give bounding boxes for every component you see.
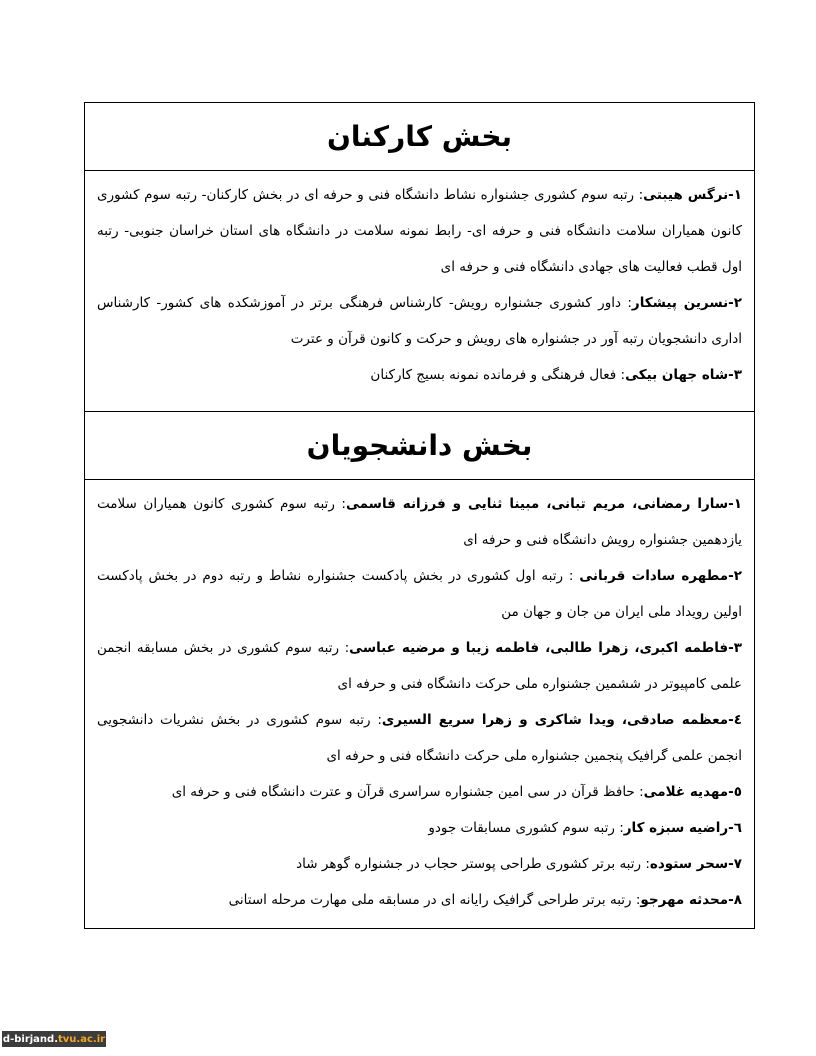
entry-separator: : (614, 820, 624, 836)
staff-entry (97, 285, 742, 357)
entry-number: ٤- (728, 712, 742, 728)
entry-description: رتبه اول کشوری در بخش پادکست جشنواره نشاط و رتبه دوم در بخش پادکست اولین رویداد ملی ایران من جان و جهان من (97, 568, 742, 620)
entry-number: ٦- (728, 820, 742, 836)
entry-name: نرگس هیبتی (643, 187, 729, 203)
student-entry (97, 630, 742, 702)
entry-name: معظمه صادقی، ویدا شاکری و زهرا سریع السیری (381, 712, 729, 728)
entry-number: ۷- (728, 856, 742, 872)
entry-number: ۲- (728, 568, 742, 584)
watermark-site-domain: tvu.ac.ir (58, 1033, 106, 1045)
entry-number: ۳- (728, 367, 742, 383)
entry-description: رتبه سوم کشوری جشنواره نشاط دانشگاه فنی و حرفه ای در بخش کارکنان- رتبه سوم کشوری کانون همیاران سلامت دانشگاه فنی و حرفه ای- رابط نمونه سلامت در دانشگاه های استان خراسان جنوبی- رتبه اول قطب فعالیت های جهادی دانشگاه فنی و حرفه ای (97, 187, 742, 275)
student-entry (97, 774, 742, 810)
entry-separator: : (633, 187, 644, 203)
staff-section-title: بخش کارکنان (85, 103, 754, 171)
entry-separator: : (620, 295, 632, 311)
entry-name: سحر ستوده (649, 856, 729, 872)
student-entry (97, 558, 742, 630)
staff-section (85, 103, 754, 412)
entry-separator: : (563, 568, 580, 584)
entry-name: سارا رمضانی، مریم تبانی، مبینا ثنایی و فرزانه قاسمی (345, 496, 729, 512)
entry-description: رتبه برتر طراحی گرافیک رایانه ای در مسابقه ملی مهارت مرحله استانی (228, 892, 632, 908)
staff-entries (85, 171, 754, 412)
entry-separator: : (634, 784, 644, 800)
entry-description: رتبه سوم کشوری در بخش مسابقه انجمن علمی کامپیوتر در ششمین جشنواره ملی حرکت دانشگاه فنی و حرفه ای (97, 640, 742, 692)
entry-number: ٥- (728, 784, 742, 800)
entry-name: شاه جهان بیکی (625, 367, 729, 383)
entry-name: مهدیه غلامی (643, 784, 729, 800)
entry-name: نسرین پیشکار (631, 295, 729, 311)
staff-entry (97, 177, 742, 285)
document-table (84, 102, 755, 929)
entry-name: فاطمه اکبری، زهرا طالبی، فاطمه زیبا و مرضیه عباسی (349, 640, 729, 656)
entry-name: محدثه مهرجو (640, 892, 729, 908)
staff-entry (97, 357, 742, 393)
students-entries (85, 480, 754, 928)
entry-description: رتبه سوم کشوری مسابقات جودو (428, 820, 615, 836)
entry-number: ۲- (728, 295, 742, 311)
entry-description: رتبه برتر کشوری طراحی پوستر حجاب در جشنواره گوهر شاد (296, 856, 642, 872)
entry-description: رتبه سوم کشوری کانون همیاران سلامت یازدهمین جشنواره رویش دانشگاه فنی و حرفه ای (97, 496, 742, 548)
entry-number: ۱- (728, 187, 742, 203)
student-entry (97, 486, 742, 558)
entry-separator: : (641, 856, 650, 872)
student-entry (97, 810, 742, 846)
entry-number: ۱- (728, 496, 742, 512)
entry-description: رتبه سوم کشوری در بخش نشریات دانشجویی انجمن علمی گرافیک پنجمین جشنواره ملی حرکت دانشگاه فنی و حرفه ای (97, 712, 742, 764)
entry-description: داور کشوری جشنواره رویش- کارشناس فرهنگی برتر در آموزشکده های کشور- کارشناس اداری دانشجویان رتبه آور در جشنواره های رویش و حرکت و کانون قرآن و عترت (97, 295, 742, 347)
entry-number: ۳- (728, 640, 742, 656)
students-section-title: بخش دانشجویان (85, 412, 754, 480)
entry-separator: : (370, 712, 382, 728)
entry-description: حافظ قرآن در سی امین جشنواره سراسری قرآن و عترت دانشگاه فنی و حرفه ای (171, 784, 635, 800)
entry-name: راضیه سبزه کار (623, 820, 729, 836)
student-entry (97, 846, 742, 882)
entry-separator: : (339, 640, 350, 656)
entry-description: فعال فرهنگی و فرمانده نمونه بسیج کارکنان (370, 367, 617, 383)
students-section (85, 412, 754, 928)
entry-number: ۸- (728, 892, 742, 908)
student-entry (97, 882, 742, 918)
entry-separator: : (334, 496, 346, 512)
entry-separator: : (616, 367, 626, 383)
site-watermark-badge[interactable] (2, 1031, 106, 1047)
watermark-site-prefix: d-birjand. (2, 1033, 58, 1045)
entry-name: مطهره سادات قربانی (579, 568, 729, 584)
student-entry (97, 702, 742, 774)
entry-separator: : (631, 892, 641, 908)
